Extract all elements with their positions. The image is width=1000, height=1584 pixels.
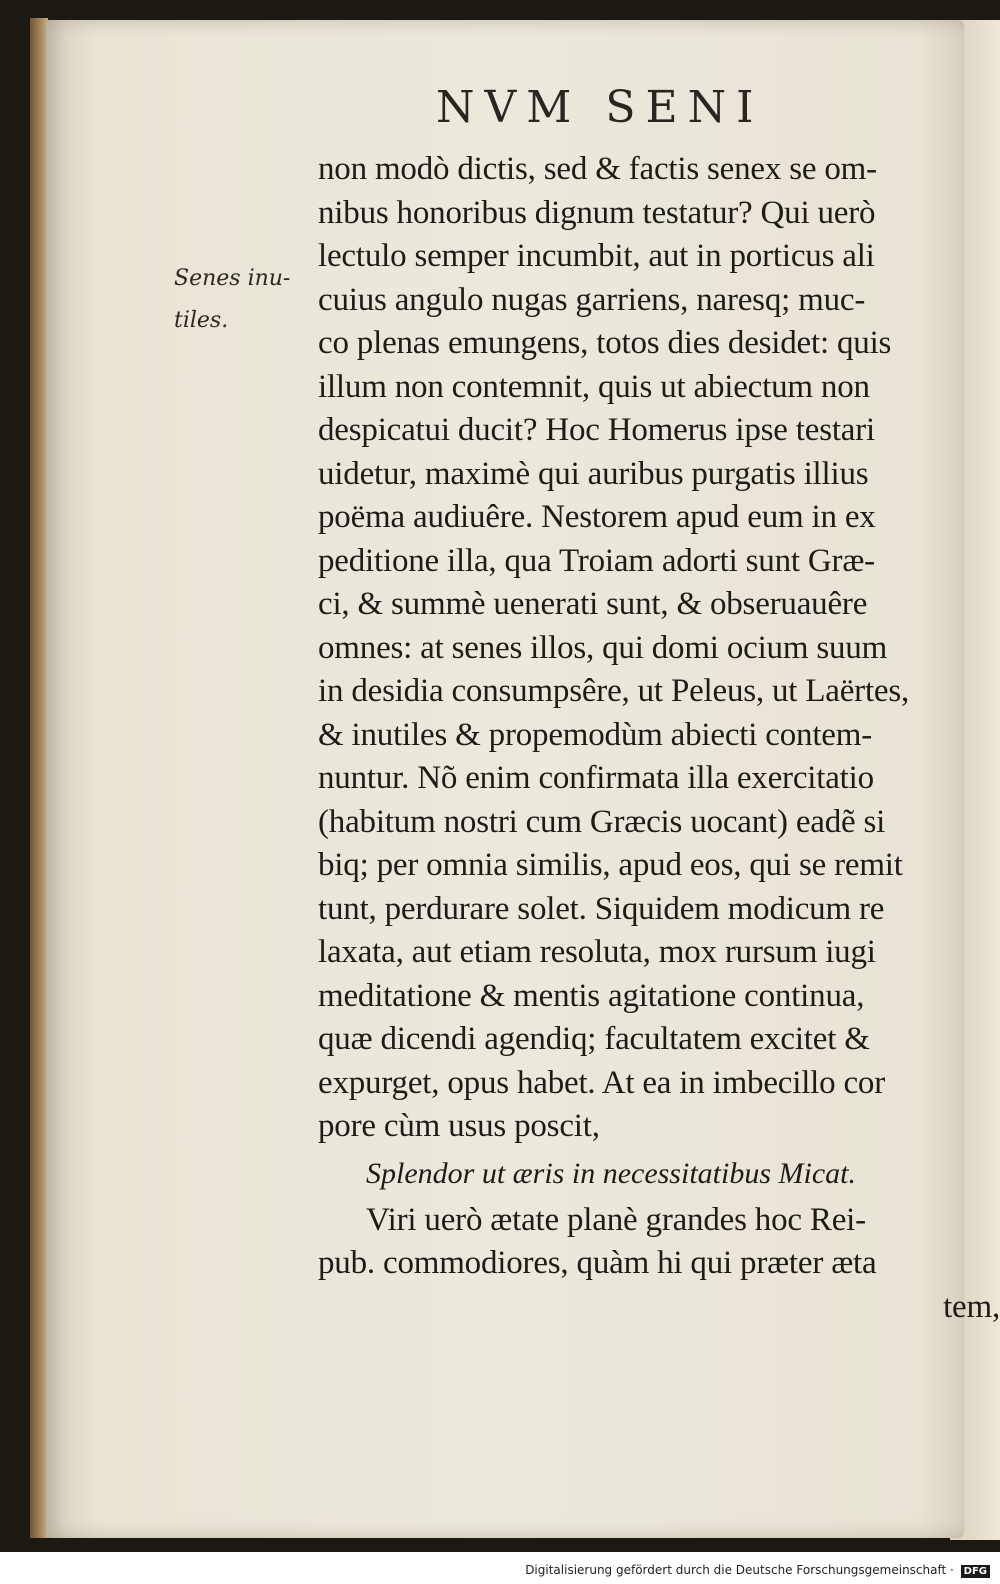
marginal-note-line: tiles. — [174, 308, 229, 333]
text-line: uidetur, maximè qui auribus purgatis illius — [318, 455, 869, 492]
text-line: cuius angulo nugas garriens, naresq; muc- — [318, 281, 866, 318]
text-line: poëma audiuêre. Nestorem apud eum in ex — [318, 499, 876, 535]
text-line: ci, & summè uenerati sunt, & obseruauêre — [318, 586, 868, 622]
text-line: lectulo semper incumbit, aut in porticus ali — [318, 238, 875, 274]
main-text — [318, 148, 1000, 1329]
running-head: NVM SENI — [436, 82, 764, 133]
text-line: in desidia consumpsêre, ut Peleus, ut Laërtes, — [318, 673, 910, 709]
verse-quotation: Splendor ut æris in necessitatibus Micat. — [366, 1156, 856, 1190]
text-line: nibus honoribus dignum testatur? Qui uerò — [318, 194, 876, 231]
catchword: tem, — [943, 1288, 1000, 1325]
text-line: co plenas emungens, totos dies desidet: quis — [318, 325, 892, 361]
text-line: pub. commodiores, quàm hi qui præter æta — [318, 1245, 877, 1281]
text-line: meditatione & mentis agitatione continua, — [318, 977, 865, 1014]
text-line: nuntur. Nõ enim confirmata illa exercitatio — [318, 760, 874, 796]
text-line: expurget, opus habet. At ea in imbecillo cor — [318, 1064, 886, 1101]
marginal-note — [174, 258, 314, 342]
text-line: quæ dicendi agendiq; facultatem excitet & — [318, 1021, 870, 1057]
text-line: biq; per omnia similis, apud eos, qui se remit — [318, 847, 903, 883]
text-line: despicatui ducit? Hoc Homerus ipse testari — [318, 412, 876, 448]
text-line: Viri uerò ætate planè grandes hoc Rei- — [366, 1201, 866, 1238]
dfg-logo: DFG — [961, 1565, 990, 1578]
text-line: pore cùm usus poscit, — [318, 1108, 600, 1144]
marginal-note-line: Senes inu- — [174, 266, 291, 291]
text-line: peditione illa, qua Troiam adorti sunt Græ- — [318, 542, 875, 579]
text-line: non modò dictis, sed & factis senex se om- — [318, 151, 877, 187]
text-line: tunt, perdurare solet. Siquidem modicum re — [318, 890, 885, 927]
text-line: omnes: at senes illos, qui domi ocium suum — [318, 629, 888, 666]
text-line: illum non contemnit, quis ut abiectum non — [318, 368, 870, 405]
digitization-credit — [525, 1563, 990, 1578]
credit-text: Digitalisierung gefördert durch die Deutsche Forschungsgemeinschaft · — [525, 1563, 954, 1577]
book-page — [46, 20, 1000, 1538]
text-line: (habitum nostri cum Græcis uocant) eadẽ si — [318, 803, 886, 840]
text-line: laxata, aut etiam resoluta, mox rursum iugi — [318, 934, 876, 970]
text-line: & inutiles & propemodùm abiecti contem- — [318, 716, 872, 753]
